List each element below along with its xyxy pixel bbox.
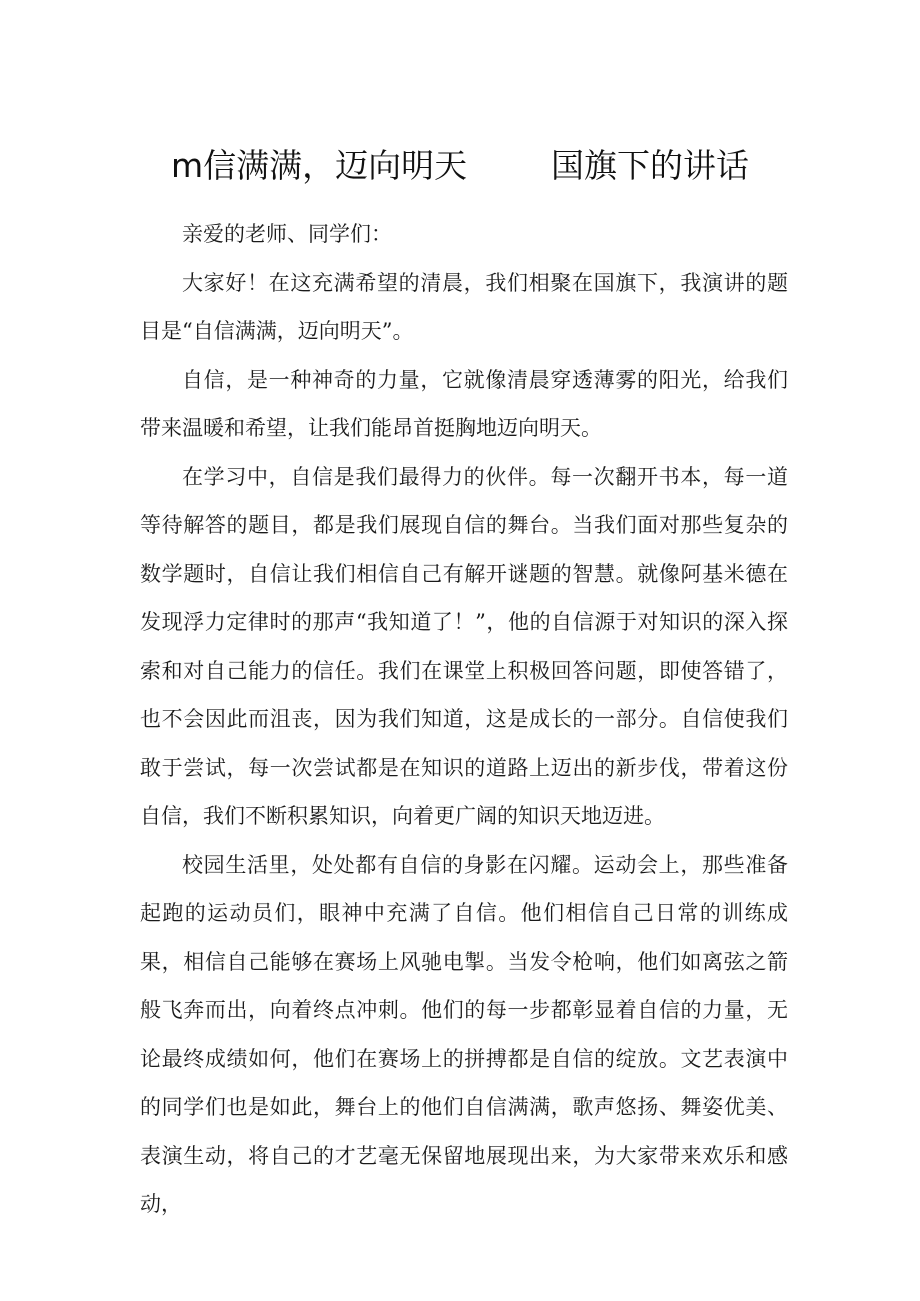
paragraph: 大家好！在这充满希望的清晨，我们相聚在国旗下，我演讲的题目是“自信满满，迈向明天”。 (140, 270, 788, 343)
paragraph: 校园生活里，处处都有自信的身影在闪耀。运动会上，那些准备起跑的运动员们，眼神中充满了自信。他们相信自己日常的训练成果，相信自己能够在赛场上风驰电掣。当发令枪响，他们如离弦之箭般飞奔而出，向着终点冲刺。他们的每一步都彰显着自信的力量，无论最终成绩如何，他们在赛场上的拼搏都是自信的绽放。文艺表演中的同学们也是如此，舞台上的他们自信满满，歌声悠扬、舞姿优美、表演生动，将自己的才艺毫无保留地展现出来，为大家带来欢乐和感动， (140, 852, 788, 1216)
page-title: m信满满，迈向明天 国旗下的讲话 (170, 146, 750, 185)
document-body (140, 210, 788, 1229)
salutation: 亲爱的老师、同学们： (182, 222, 392, 246)
paragraph: 在学习中，自信是我们最得力的伙伴。每一次翻开书本，每一道等待解答的题目，都是我们展现自信的舞台。当我们面对那些复杂的数学题时，自信让我们相信自己有解开谜题的智慧。就像阿基米德在发现浮力定律时的那声“我知道了！”，他的自信源于对知识的深入探索和对自己能力的信任。我们在课堂上积极回答问题，即使答错了，也不会因此而沮丧，因为我们知道，这是成长的一部分。自信使我们敢于尝试，每一次尝试都是在知识的道路上迈出的新步伐，带着这份自信，我们不断积累知识，向着更广阔的知识天地迈进。 (140, 464, 788, 828)
paragraph: 自信，是一种神奇的力量，它就像清晨穿透薄雾的阳光，给我们带来温暖和希望，让我们能昂首挺胸地迈向明天。 (140, 367, 788, 440)
